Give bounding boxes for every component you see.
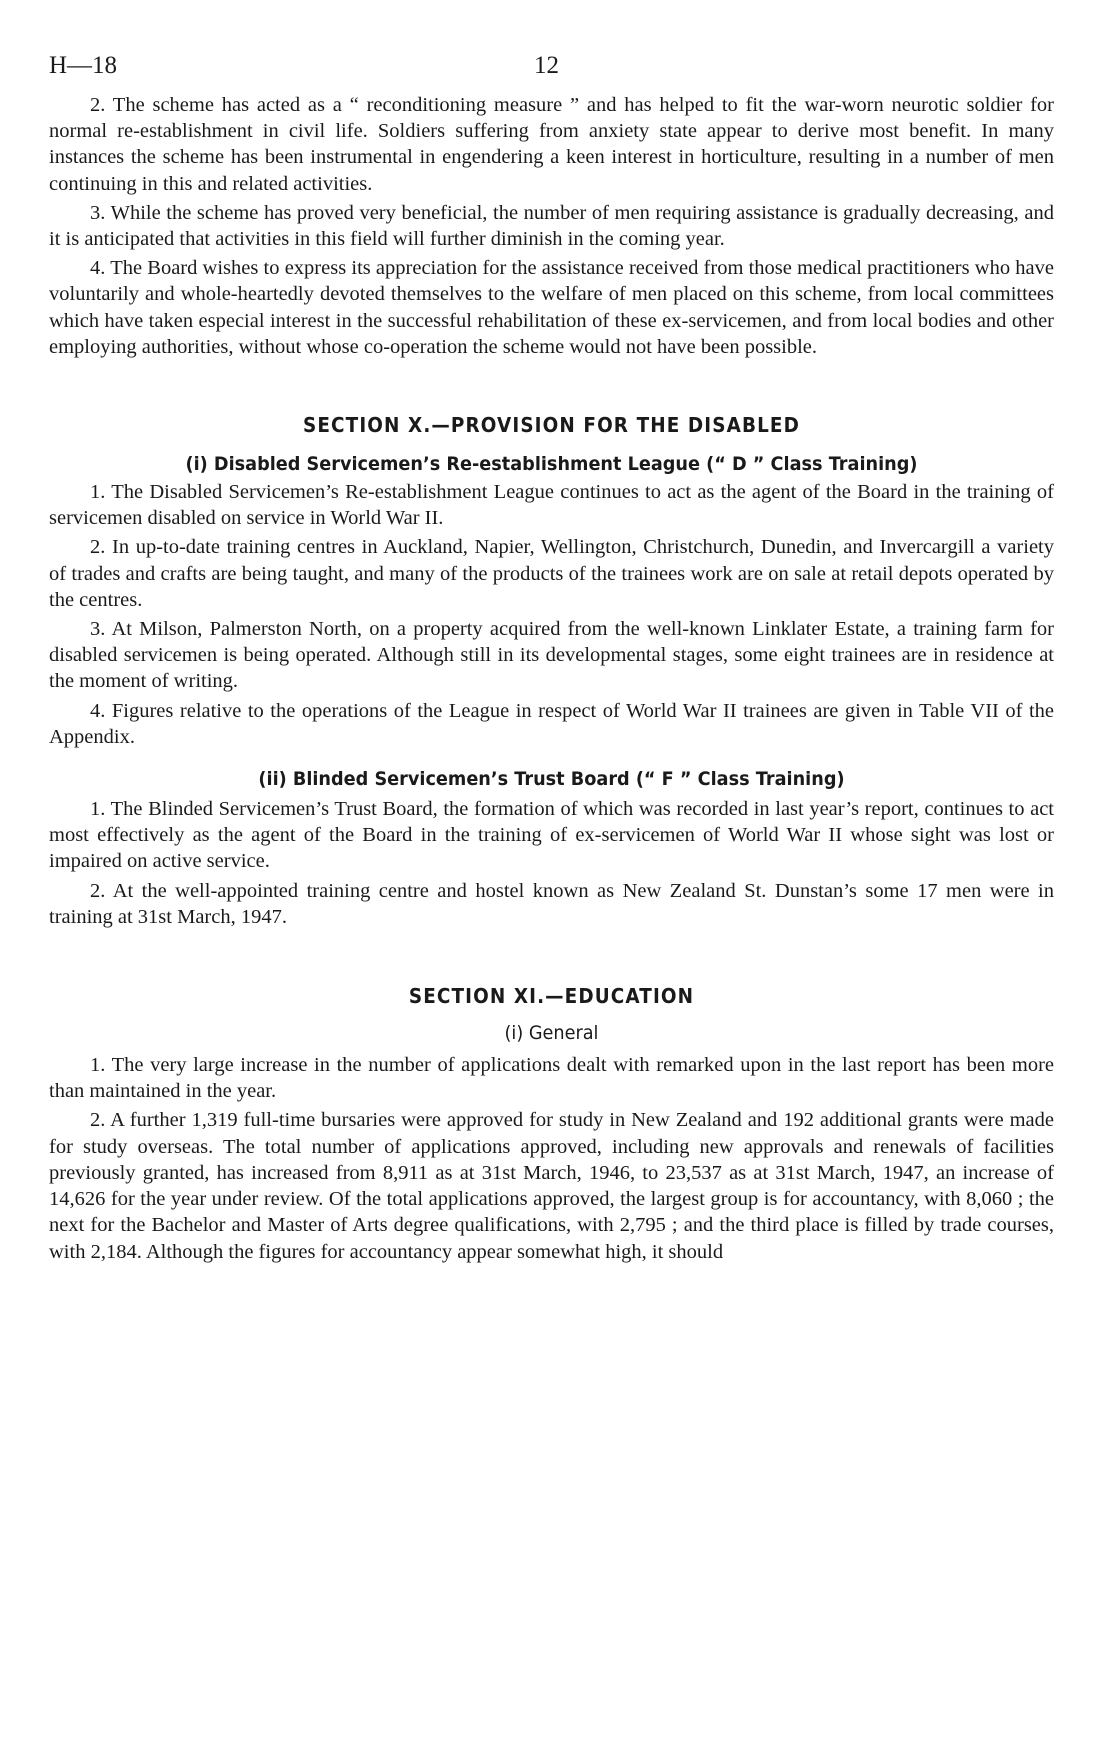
paragraph: 4. The Board wishes to express its appreciation for the assistance received from those medical practitioners who have voluntarily and whole-heartedly devoted themselves to the welfare of men placed on this scheme, from local committees which have taken especial interest in the successful rehabilitation of these ex-servicemen, and from local bodies and other employing authorities, without whose co-operation the scheme would not have been possible. — [49, 257, 1054, 358]
subsection-title: (i) Disabled Servicemen’s Re-establishment League (“ D ” Class Training) — [185, 453, 918, 476]
paragraph: 1. The Blinded Servicemen’s Trust Board, the formation of which was recorded in last year’s report, continues to act most effectively as the agent of the Board in the training of ex-servicemen of World War II whose sight was lost or impaired on active service. — [49, 798, 1054, 873]
paragraph: 1. The Disabled Servicemen’s Re-establishment League continues to act as the agent of the Board in the training of servicemen disabled on service in World War II. — [49, 481, 1054, 530]
paragraph: 3. At Milson, Palmerston North, on a property acquired from the well-known Linklater Estate, a training farm for disabled servicemen is being operated. Although still in its developmental stages, some eight trainees are in residence at the moment of writing. — [49, 618, 1054, 693]
subsection-title: (ii) Blinded Servicemen’s Trust Board (“ F ” Class Training) — [258, 768, 845, 791]
section-title: SECTION X.—PROVISION FOR THE DISABLED — [303, 413, 800, 438]
document-reference: H—18 — [49, 52, 118, 79]
subsection-body — [49, 796, 1054, 930]
paragraph: 2. The scheme has acted as a “ reconditioning measure ” and has helped to fit the war-worn neurotic soldier for normal re-establishment in civil life. Soldiers suffering from anxiety state appear to derive most benefit. In many instances the scheme has been instrumental in engendering a keen interest in horticulture, resulting in a number of men continuing in this and related activities. — [49, 94, 1054, 195]
page-number: 12 — [534, 52, 559, 79]
paragraph: 4. Figures relative to the operations of the League in respect of World War II trainees are given in Table VII of the Appendix. — [49, 699, 1054, 748]
intro-section — [49, 92, 1054, 360]
subsection-body — [49, 1052, 1054, 1265]
subsection-title: (i) General — [504, 1022, 599, 1045]
subsection-body — [49, 479, 1054, 750]
paragraph: 2. In up-to-date training centres in Auckland, Napier, Wellington, Christchurch, Dunedin, and Invercargill a variety of trades and crafts are being taught, and many of the products of the trainees work are on sale at retail depots operated by the centres. — [49, 536, 1054, 611]
paragraph: 2. A further 1,319 full-time bursaries were approved for study in New Zealand and 192 additional grants were made for study overseas. The total number of applications approved, including new approvals and renewals of facilities previously granted, has increased from 8,911 as at 31st March, 1946, to 23,537 as at 31st March, 1947, an increase of 14,626 for the year under review. Of the total applications approved, the largest group is for accountancy, with 8,060 ; the next for the Bachelor and Master of Arts degree qualifications, with 2,795 ; and the third place is filled by trade courses, with 2,184. Although the figures for accountancy appear somewhat high, it should — [49, 1109, 1054, 1263]
paragraph: 3. While the scheme has proved very beneficial, the number of men requiring assistance is gradually decreasing, and it is anticipated that activities in this field will further diminish in the coming year. — [49, 201, 1054, 251]
section-title: SECTION XI.—EDUCATION — [408, 984, 695, 1009]
page-header — [49, 52, 1054, 92]
paragraph: 2. At the well-appointed training centre and hostel known as New Zealand St. Dunstan’s some 17 men were in training at 31st March, 1947. — [49, 879, 1054, 928]
paragraph: 1. The very large increase in the number of applications dealt with remarked upon in the last report has been more than maintained in the year. — [49, 1054, 1054, 1103]
